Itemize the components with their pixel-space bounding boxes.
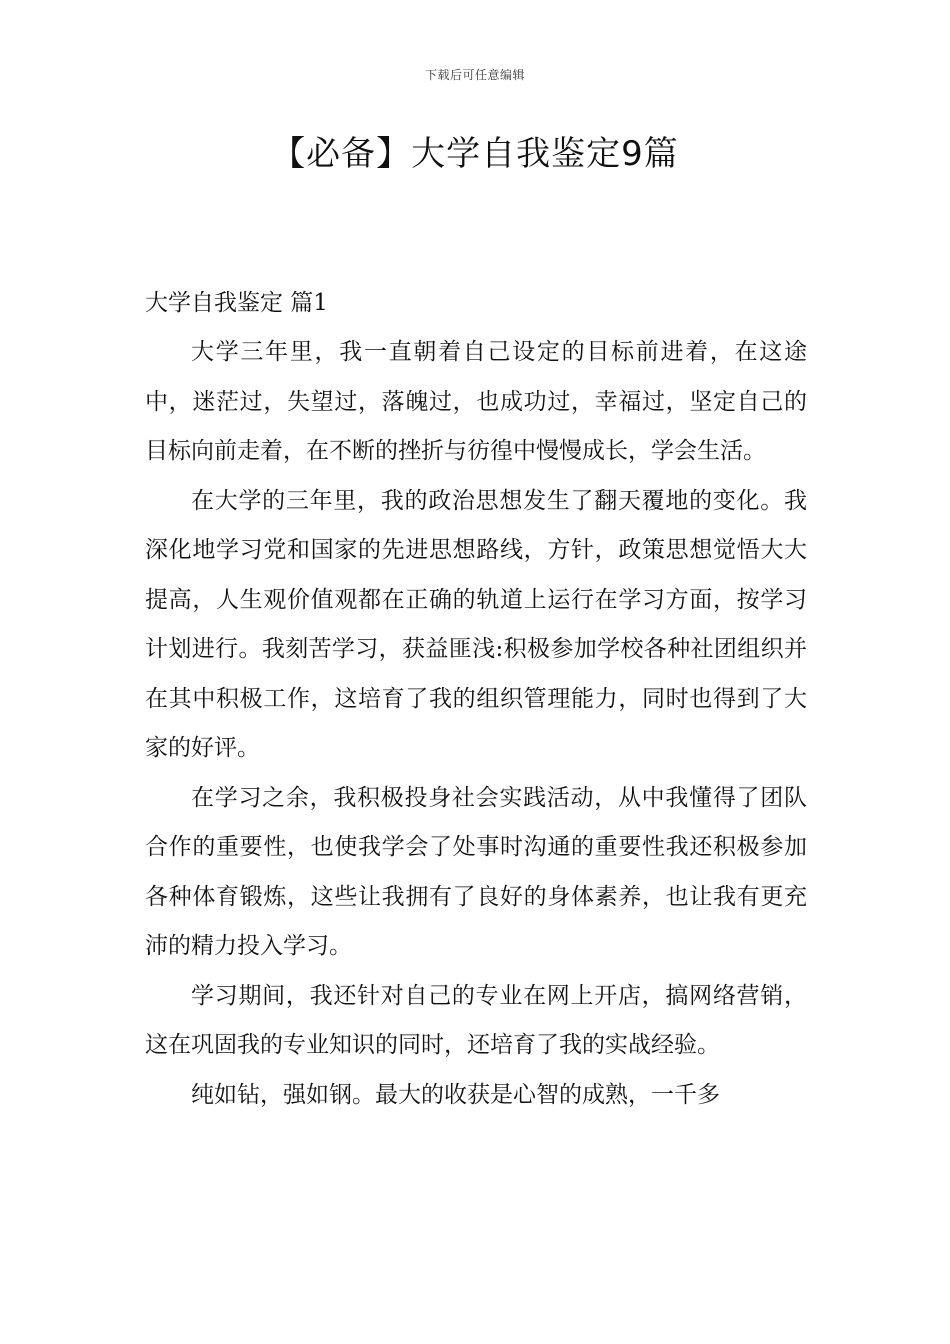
section-heading: 大学自我鉴定 篇1 — [145, 290, 328, 316]
paragraph: 在学习之余，我积极投身社会实践活动，从中我懂得了团队合作的重要性，也使我学会了处事时沟通的重要性我还积极参加各种体育锻炼，这些让我拥有了良好的身体素养，也让我有更充沛的精力投入学习。 — [145, 784, 807, 959]
paragraph: 学习期间，我还针对自己的专业在网上开店，搞网络营销，这在巩固我的专业知识的同时，还培育了我的实战经验。 — [145, 982, 807, 1058]
header-note: 下载后可任意编辑 — [424, 68, 525, 82]
paragraph: 大学三年里，我一直朝着自己设定的目标前进着，在这途中，迷茫过，失望过，落魄过，也成功过，幸福过，坚定自己的目标向前走着，在不断的挫折与彷徨中慢慢成长，学会生活。 — [145, 339, 807, 464]
paragraph: 纯如钻，强如钢。最大的收获是心智的成熟，一千多 — [191, 1081, 720, 1108]
body-text — [145, 328, 807, 1120]
document-title: 【必备】大学自我鉴定9篇 — [271, 134, 679, 174]
paragraph: 在大学的三年里，我的政治思想发生了翻天覆地的变化。我深化地学习党和国家的先进思想路线，方针，政策思想觉悟大大提高，人生观价值观都在正确的轨道上运行在学习方面，按学习计划进行。我刻苦学习，获益匪浅:积极参加学校各种社团组织并在其中积极工作，这培育了我的组织管理能力，同时也得到了大家的好评。 — [145, 487, 807, 761]
